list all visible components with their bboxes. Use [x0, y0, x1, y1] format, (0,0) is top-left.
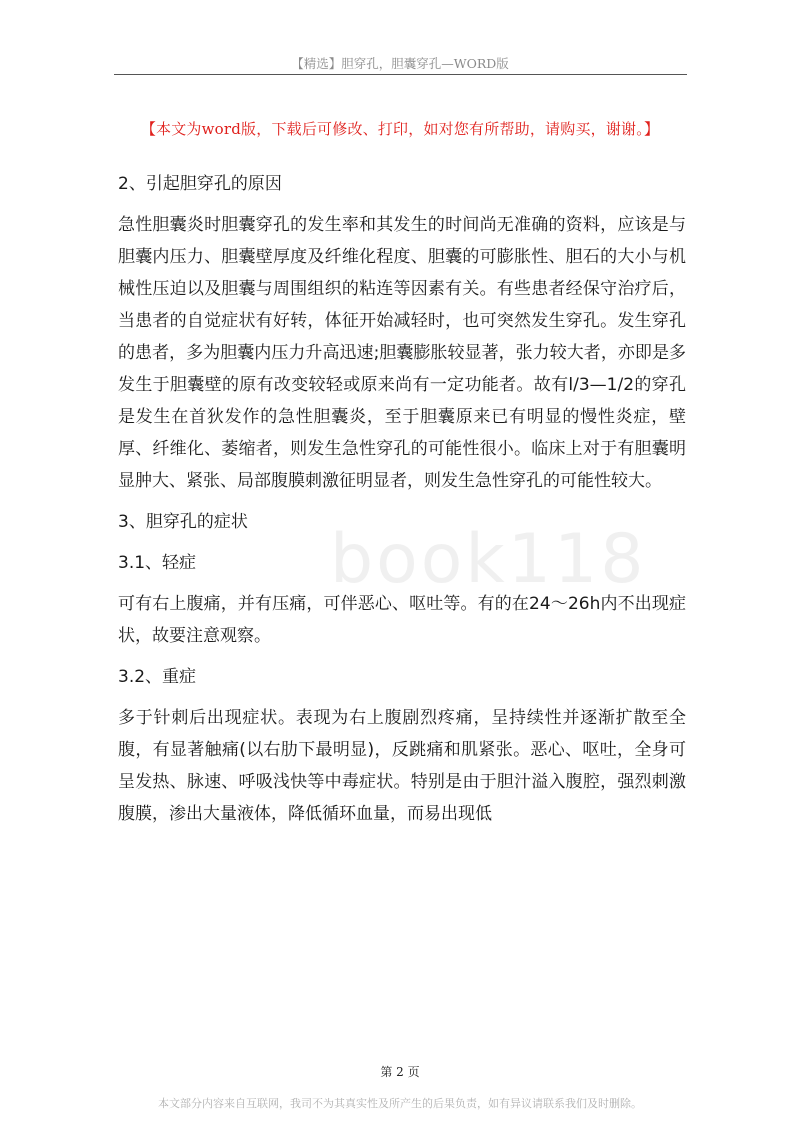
body-paragraph: 多于针刺后出现症状。表现为右上腹剧烈疼痛，呈持续性并逐渐扩散至全腹，有显著触痛(以右肋下最明显)，反跳痛和肌紧张。恶心、呕吐，全身可呈发热、脉速、呼吸浅快等中毒症状。特别是由于胆汁溢入腹腔，强烈刺激腹膜，渗出大量液体，降低循环血量，而易出现低	[118, 708, 686, 824]
subsection-heading: 3.2、重症	[118, 667, 197, 687]
header-divider	[114, 74, 687, 75]
body-paragraph: 可有右上腹痛，并有压痛，可伴恶心、呕吐等。有的在24～26h内不出现症状，故要注意观察。	[118, 594, 686, 646]
page-number: 第 2 页	[380, 1065, 420, 1079]
section-heading: 2、引起胆穿孔的原因	[118, 174, 282, 194]
watermark: book118	[330, 520, 647, 599]
subsection-heading: 3.1、轻症	[118, 553, 197, 573]
page-footer-disclaimer: 本文部分内容来自互联网，我司不为其真实性及所产生的后果负责，如有异议请联系我们及时删除。	[158, 1097, 642, 1110]
purchase-notice: 【本文为word版，下载后可修改、打印，如对您有所帮助，请购买，谢谢。】	[140, 120, 660, 138]
page-header: 【精选】胆穿孔，胆囊穿孔—WORD版	[291, 56, 509, 71]
body-paragraph: 急性胆囊炎时胆囊穿孔的发生率和其发生的时间尚无准确的资料，应该是与胆囊内压力、胆囊壁厚度及纤维化程度、胆囊的可膨胀性、胆石的大小与机械性压迫以及胆囊与周围组织的粘连等因素有关。有些患者经保守治疗后，当患者的自觉症状有好转，体征开始减轻时，也可突然发生穿孔。发生穿孔的患者，多为胆囊内压力升高迅速;胆囊膨胀较显著，张力较大者，亦即是多发生于胆囊壁的原有改变较轻或原来尚有一定功能者。故有l/3—1/2的穿孔是发生在首狄发作的急性胆囊炎，至于胆囊原来已有明显的慢性炎症，壁厚、纤维化、萎缩者，则发生急性穿孔的可能性很小。临床上对于有胆囊明显肿大、紧张、局部腹膜刺激征明显者，则发生急性穿孔的可能性较大。	[118, 215, 686, 491]
section-heading: 3、胆穿孔的症状	[118, 512, 248, 532]
document-body	[118, 168, 686, 839]
